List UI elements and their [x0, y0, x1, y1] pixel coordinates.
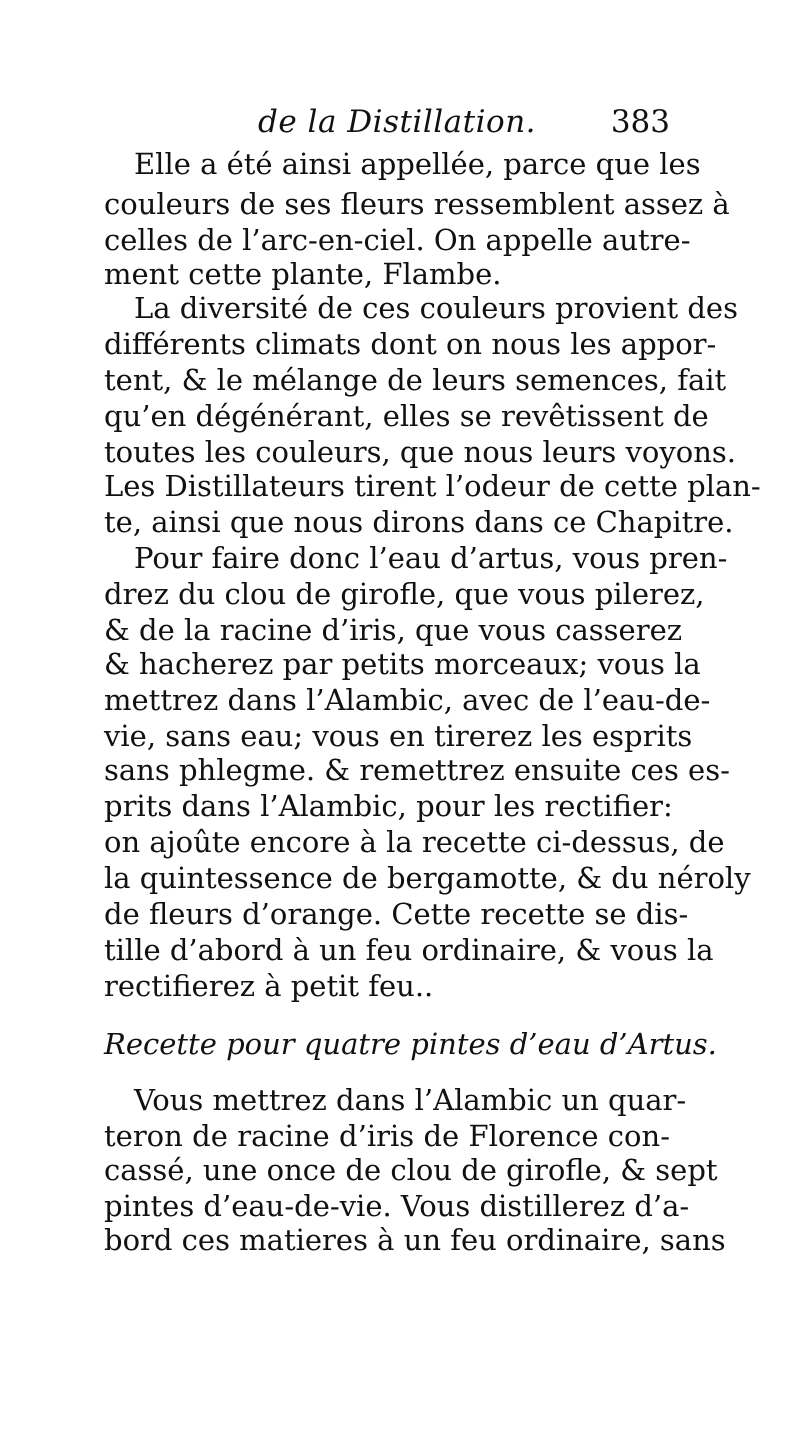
text-line: de fleurs d’orange. Cette recette se dis-: [104, 897, 689, 931]
text-line: différents climats dont on nous les appor-: [104, 327, 717, 361]
text-line: La diversité de ces couleurs provient des: [134, 291, 738, 325]
text-line: prits dans l’Alambic, pour les rectifier:: [104, 789, 673, 823]
text-line: bord ces matieres à un feu ordinaire, sans: [104, 1223, 726, 1257]
text-line: cassé, une once de clou de girofle, & sept: [104, 1153, 718, 1187]
text-line: & hacherez par petits morceaux; vous la: [104, 647, 701, 681]
text-line: teron de racine d’iris de Florence con-: [104, 1119, 670, 1153]
text-line: la quintessence de bergamotte, & du néroly: [104, 861, 751, 895]
text-line: vie, sans eau; vous en tirerez les esprits: [104, 719, 693, 753]
text-line: pintes d’eau-de-vie. Vous distillerez d’a-: [104, 1189, 690, 1223]
running-title: de la Distillation.: [258, 104, 537, 140]
text-line: Les Distillateurs tirent l’odeur de cette plan-: [104, 469, 761, 503]
text-line: tent, & le mélange de leurs semences, fait: [104, 363, 727, 397]
text-line: celles de l’arc-en-ciel. On appelle autre-: [104, 223, 691, 257]
text-line: couleurs de ses fleurs ressemblent assez à: [104, 187, 730, 221]
text-line: drez du clou de girofle, que vous pilerez,: [104, 577, 705, 611]
text-line: te, ainsi que nous dirons dans ce Chapitre.: [104, 505, 734, 539]
text-line: tille d’abord à un feu ordinaire, & vous la: [104, 933, 714, 967]
text-line: qu’en dégénérant, elles se revêtissent de: [104, 399, 709, 433]
section-heading: Recette pour quatre pintes d’eau d’Artus.: [104, 1027, 717, 1061]
text-line: & de la racine d’iris, que vous casserez: [104, 613, 683, 647]
text-line: mettrez dans l’Alambic, avec de l’eau-de-: [104, 683, 711, 717]
running-head: [100, 100, 670, 144]
text-line: sans phlegme. & remettrez ensuite ces es-: [104, 753, 730, 787]
text-line: Elle a été ainsi appellée, parce que les: [134, 147, 701, 181]
page-number: 383: [610, 104, 670, 140]
text-line: on ajoûte encore à la recette ci-dessus, de: [104, 825, 725, 859]
text-line: rectifierez à petit feu..: [104, 969, 434, 1003]
text-line: ment cette plante, Flambe.: [104, 257, 502, 291]
text-line: Pour faire donc l’eau d’artus, vous pren-: [134, 541, 728, 575]
text-line: toutes les couleurs, que nous leurs voyons.: [104, 435, 736, 469]
text-line: Vous mettrez dans l’Alambic un quar-: [134, 1083, 687, 1117]
